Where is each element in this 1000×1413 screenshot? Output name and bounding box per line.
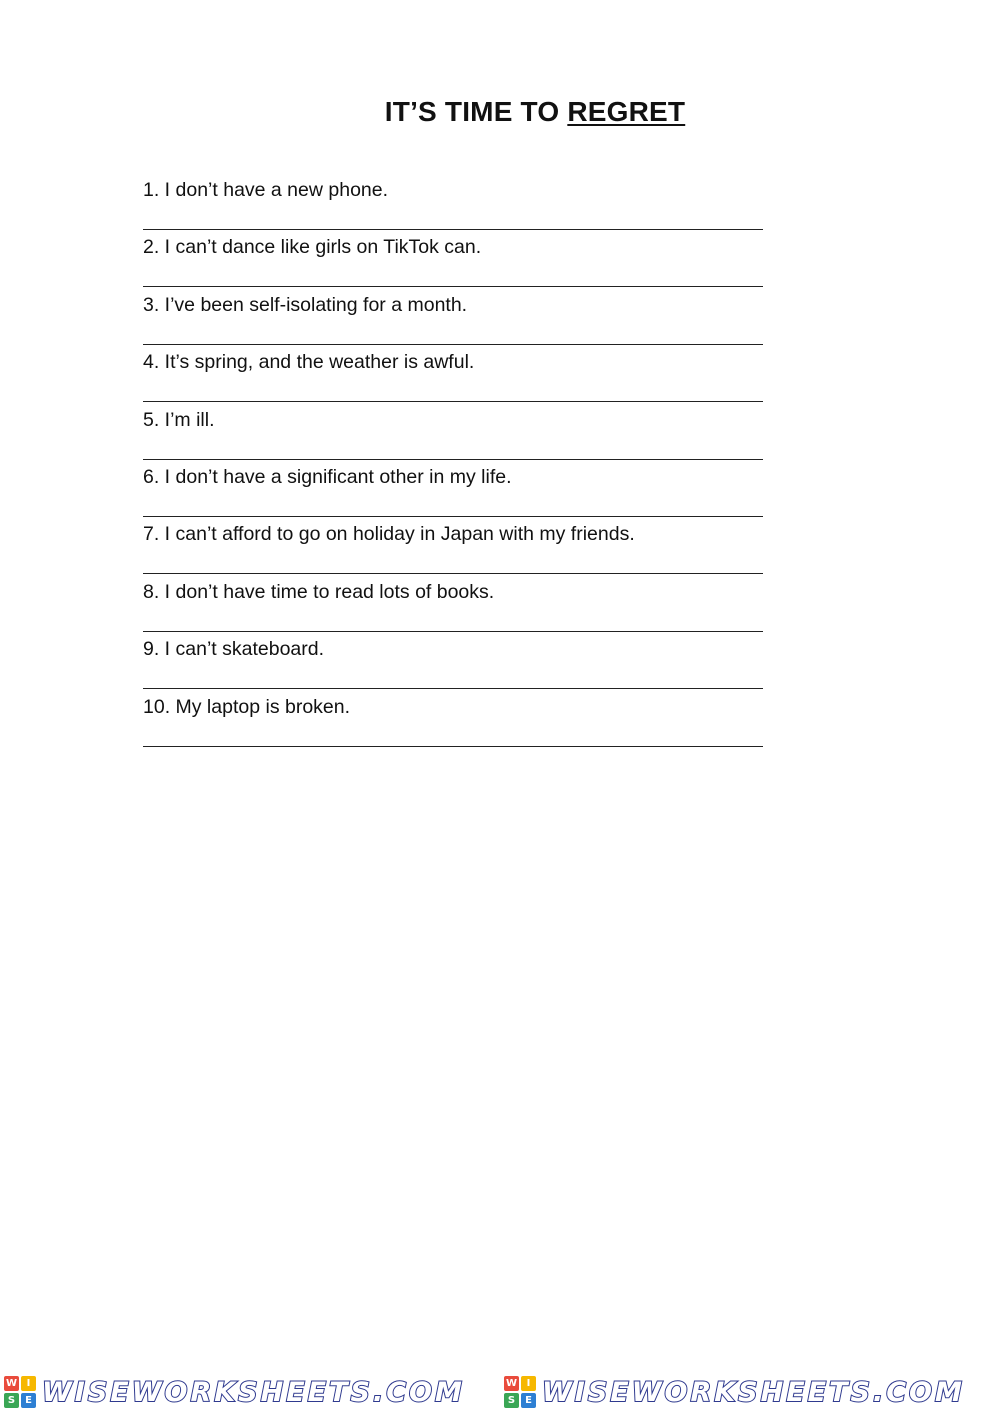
answer-line[interactable] xyxy=(143,401,763,402)
exercise-prompt: 7. I can’t afford to go on holiday in Japan with my friends. xyxy=(143,523,635,546)
answer-line[interactable] xyxy=(143,229,763,230)
brand-logo-icon xyxy=(4,1376,36,1408)
exercise-prompt: 6. I don’t have a significant other in my life. xyxy=(143,465,512,488)
exercise-prompt: 10. My laptop is broken. xyxy=(143,695,351,718)
exercise-item xyxy=(143,348,783,405)
title-emphasis: REGRET xyxy=(567,96,686,127)
title-prefix: IT’S TIME TO xyxy=(384,96,568,127)
answer-line[interactable] xyxy=(143,516,763,517)
exercise-prompt: 1. I don’t have a new phone. xyxy=(143,179,389,201)
brand-watermark xyxy=(500,1376,1000,1408)
exercise-item xyxy=(143,176,783,233)
answer-line[interactable] xyxy=(143,631,763,632)
answer-line[interactable] xyxy=(143,573,763,574)
answer-line[interactable] xyxy=(143,746,763,747)
logo-tile: E xyxy=(21,1393,36,1408)
brand-text: WISEWORKSHEETS.COM xyxy=(42,1376,465,1408)
logo-tile: W xyxy=(505,1378,518,1389)
worksheet-title xyxy=(0,96,1000,128)
exercise-prompt: 2. I can’t dance like girls on TikTok can. xyxy=(143,236,482,259)
answer-line[interactable] xyxy=(143,459,763,460)
exercise-item xyxy=(143,635,783,692)
exercise-prompt: 5. I’m ill. xyxy=(143,408,215,431)
exercise-prompt: 3. I’ve been self-isolating for a month. xyxy=(143,293,468,316)
exercise-prompt: 4. It’s spring, and the weather is awful. xyxy=(143,351,475,374)
logo-tile: S xyxy=(504,1393,519,1408)
exercise-item xyxy=(143,233,783,290)
exercise-item xyxy=(143,406,783,463)
exercise-prompt: 8. I don’t have time to read lots of books. xyxy=(143,580,495,603)
logo-tile: E xyxy=(521,1393,536,1408)
exercise-list xyxy=(143,176,783,750)
brand-watermark xyxy=(0,1376,500,1408)
brand-text: WISEWORKSHEETS.COM xyxy=(542,1376,965,1408)
logo-tile: S xyxy=(4,1393,19,1408)
logo-tile: I xyxy=(521,1376,536,1391)
exercise-item xyxy=(143,578,783,635)
logo-tile: W xyxy=(5,1378,18,1389)
logo-tile: I xyxy=(21,1376,36,1391)
brand-logo-icon xyxy=(504,1376,536,1408)
exercise-item xyxy=(143,520,783,577)
exercise-item xyxy=(143,463,783,520)
exercise-item xyxy=(143,291,783,348)
exercise-prompt: 9. I can’t skateboard. xyxy=(143,638,325,661)
answer-line[interactable] xyxy=(143,286,763,287)
footer-watermark xyxy=(0,1372,1000,1412)
answer-line[interactable] xyxy=(143,688,763,689)
answer-line[interactable] xyxy=(143,344,763,345)
exercise-item xyxy=(143,693,783,750)
